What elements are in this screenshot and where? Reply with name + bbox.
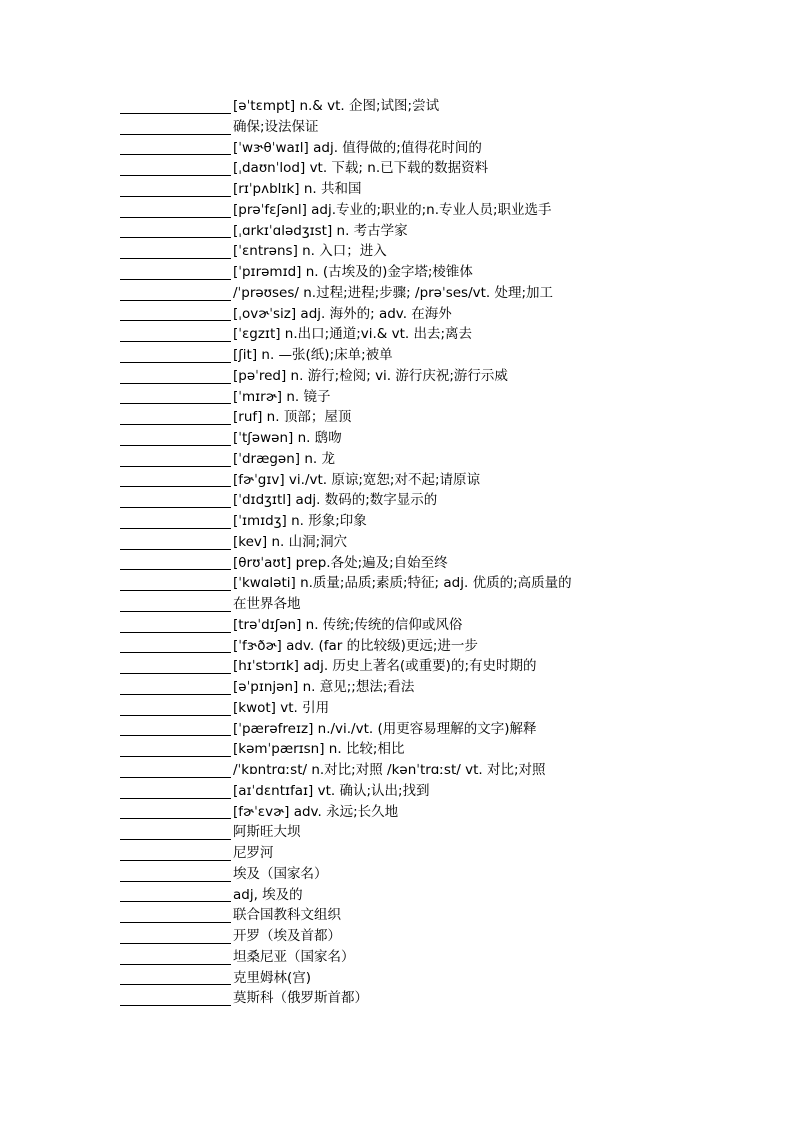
answer-blank[interactable] <box>120 763 231 778</box>
vocab-definition: [ˌovɚˈsiz] adj. 海外的; adv. 在海外 <box>233 305 452 322</box>
vocab-definition: [ˈpɪrəmɪd] n. (古埃及的)金字塔;棱锥体 <box>233 264 473 280</box>
vocab-definition: 阿斯旺大坝 <box>233 824 301 841</box>
answer-blank[interactable] <box>120 991 231 1006</box>
answer-blank[interactable] <box>120 140 231 155</box>
vocab-row <box>120 947 760 968</box>
vocab-definition: [θrʊˈaʊt] prep.各处;遍及;自始至终 <box>233 554 448 571</box>
answer-blank[interactable] <box>120 680 231 695</box>
vocab-definition: 埃及（国家名） <box>233 865 328 882</box>
vocab-row <box>120 470 760 491</box>
vocab-row <box>120 615 760 636</box>
vocab-definition: /ˈkɒntrɑːst/ n.对比;对照 /kənˈtrɑːst/ vt. 对比;对照 <box>233 762 546 778</box>
vocab-row <box>120 636 760 657</box>
vocab-row <box>120 988 760 1009</box>
answer-blank[interactable] <box>120 410 231 425</box>
vocab-definition: [trəˈdɪʃən] n. 传统;传统的信仰或风俗 <box>233 616 463 633</box>
vocab-definition: 坦桑尼亚（国家名） <box>233 948 355 965</box>
vocab-definition: [ˈmɪrɚ] n. 镜子 <box>233 388 331 405</box>
vocab-row <box>120 324 760 345</box>
vocab-row <box>120 677 760 698</box>
vocab-definition: [ˌdaʊnˈlod] vt. 下载; n.已下载的数据资料 <box>233 160 489 177</box>
answer-blank[interactable] <box>120 348 231 363</box>
vocab-definition: [ʃit] n. —张(纸);床单;被单 <box>233 347 393 363</box>
vocab-row <box>120 698 760 719</box>
vocab-definition: [pəˈred] n. 游行;检阅; vi. 游行庆祝;游行示威 <box>233 367 508 384</box>
vocab-definition: adj, 埃及的 <box>233 886 303 903</box>
vocab-definition: [ruf] n. 顶部；屋顶 <box>233 409 352 426</box>
answer-blank[interactable] <box>120 618 231 633</box>
answer-blank[interactable] <box>120 514 231 529</box>
vocab-definition: [ˌɑrkɪˈɑlədʒɪst] n. 考古学家 <box>233 222 408 239</box>
vocab-row <box>120 241 760 262</box>
vocab-row <box>120 926 760 947</box>
answer-blank[interactable] <box>120 452 231 467</box>
answer-blank[interactable] <box>120 493 231 508</box>
vocab-row <box>120 304 760 325</box>
vocab-definition: 开罗（埃及首都） <box>233 928 341 944</box>
vocab-row <box>120 96 760 117</box>
vocab-row <box>120 117 760 138</box>
vocab-definition: 莫斯科（俄罗斯首都） <box>233 990 368 1007</box>
vocab-row <box>120 407 760 428</box>
answer-blank[interactable] <box>120 431 231 446</box>
answer-blank[interactable] <box>120 555 231 570</box>
vocab-row <box>120 179 760 200</box>
vocab-row <box>120 532 760 553</box>
answer-blank[interactable] <box>120 970 231 985</box>
answer-blank[interactable] <box>120 701 231 716</box>
vocab-definition: [ˈɛntrəns] n. 入口；进入 <box>233 243 387 260</box>
answer-blank[interactable] <box>120 950 231 965</box>
vocab-row <box>120 138 760 159</box>
answer-blank[interactable] <box>120 638 231 653</box>
answer-blank[interactable] <box>120 804 231 819</box>
vocab-definition: [əˈtɛmpt] n.& vt. 企图;试图;尝试 <box>233 98 440 114</box>
vocab-row <box>120 553 760 574</box>
vocab-definition: 尼罗河 <box>233 845 274 861</box>
vocab-definition: 联合国教科文组织 <box>233 907 341 924</box>
vocab-row <box>120 781 760 802</box>
vocab-definition: 克里姆林(宫) <box>233 969 312 986</box>
vocab-definition: [ˈtʃəwən] n. 鸱吻 <box>233 430 342 446</box>
vocab-row <box>120 656 760 677</box>
vocab-definition: [ˈfɝðɚ] adv. (far 的比较级)更远;进一步 <box>233 637 478 654</box>
vocab-row <box>120 843 760 864</box>
answer-blank[interactable] <box>120 597 231 612</box>
vocab-row <box>120 449 760 470</box>
vocab-definition: 确保;设法保证 <box>233 118 319 135</box>
vocabulary-worksheet <box>120 96 760 1009</box>
vocab-row <box>120 760 760 781</box>
vocab-row <box>120 366 760 387</box>
answer-blank[interactable] <box>120 161 231 176</box>
answer-blank[interactable] <box>120 742 231 757</box>
vocab-row <box>120 802 760 823</box>
vocab-row <box>120 221 760 242</box>
answer-blank[interactable] <box>120 929 231 944</box>
vocab-row <box>120 739 760 760</box>
vocab-definition: [kəmˈpærɪsn] n. 比较;相比 <box>233 741 405 758</box>
vocab-definition: [prəˈfɛʃənl] adj.专业的;职业的;n.专业人员;职业选手 <box>233 201 552 218</box>
answer-blank[interactable] <box>120 576 231 591</box>
vocab-row <box>120 864 760 885</box>
vocab-definition: [fɚˈɛvɚ] adv. 永远;长久地 <box>233 803 399 820</box>
vocab-row <box>120 885 760 906</box>
vocab-definition: [ˈɛgzɪt] n.出口;通道;vi.& vt. 出去;离去 <box>233 326 473 343</box>
answer-blank[interactable] <box>120 846 231 861</box>
vocab-row <box>120 968 760 989</box>
answer-blank[interactable] <box>120 286 231 301</box>
answer-blank[interactable] <box>120 659 231 674</box>
vocab-definition: [ˈkwɑləti] n.质量;品质;素质;特征; adj. 优质的;高质量的 <box>233 575 572 592</box>
answer-blank[interactable] <box>120 887 231 902</box>
vocab-definition: [ˈdrægən] n. 龙 <box>233 450 335 467</box>
vocab-definition: [ˈɪmɪdʒ] n. 形象;印象 <box>233 513 367 529</box>
vocab-row <box>120 262 760 283</box>
vocab-row <box>120 905 760 926</box>
vocab-definition: [aɪˈdɛntɪfaɪ] vt. 确认;认出;找到 <box>233 782 430 799</box>
vocab-row <box>120 345 760 366</box>
vocab-row <box>120 387 760 408</box>
answer-blank[interactable] <box>120 908 231 923</box>
vocab-row <box>120 573 760 594</box>
answer-blank[interactable] <box>120 472 231 487</box>
answer-blank[interactable] <box>120 120 231 135</box>
answer-blank[interactable] <box>120 825 231 840</box>
vocab-row <box>120 594 760 615</box>
answer-blank[interactable] <box>120 721 231 736</box>
answer-blank[interactable] <box>120 535 231 550</box>
answer-blank[interactable] <box>120 182 231 197</box>
vocab-row <box>120 490 760 511</box>
vocab-row <box>120 200 760 221</box>
answer-blank[interactable] <box>120 327 231 342</box>
vocab-row <box>120 511 760 532</box>
vocab-definition: [ˈwɝθˈwaɪl] adj. 值得做的;值得花时间的 <box>233 139 482 156</box>
answer-blank[interactable] <box>120 306 231 321</box>
vocab-definition: [rɪˈpʌblɪk] n. 共和国 <box>233 181 362 197</box>
answer-blank[interactable] <box>120 244 231 259</box>
vocab-row <box>120 719 760 740</box>
answer-blank[interactable] <box>120 369 231 384</box>
vocab-definition: [fɚˈgɪv] vi./vt. 原谅;宽恕;对不起;请原谅 <box>233 471 481 488</box>
vocab-row <box>120 822 760 843</box>
vocab-definition: /ˈprəʊses/ n.过程;进程;步骤; /prəˈses/vt. 处理;加工 <box>233 284 554 301</box>
vocab-row <box>120 283 760 304</box>
answer-blank[interactable] <box>120 867 231 882</box>
answer-blank[interactable] <box>120 784 231 799</box>
answer-blank[interactable] <box>120 265 231 280</box>
vocab-row <box>120 428 760 449</box>
vocab-definition: [ˈdɪdʒɪtl] adj. 数码的;数字显示的 <box>233 492 438 509</box>
vocab-definition: [kwot] vt. 引用 <box>233 699 330 716</box>
vocab-row <box>120 158 760 179</box>
answer-blank[interactable] <box>120 223 231 238</box>
vocab-definition: [ˈpærəfreɪz] n./vi./vt. (用更容易理解的文字)解释 <box>233 720 537 737</box>
answer-blank[interactable] <box>120 389 231 404</box>
vocab-definition: [hɪˈstɔrɪk] adj. 历史上著名(或重要)的;有史时期的 <box>233 658 537 675</box>
vocab-definition: [əˈpɪnjən] n. 意见;;想法;看法 <box>233 679 415 695</box>
answer-blank[interactable] <box>120 99 231 114</box>
answer-blank[interactable] <box>120 203 231 218</box>
vocab-definition: [kev] n. 山洞;洞穴 <box>233 533 348 550</box>
vocab-definition: 在世界各地 <box>233 596 301 612</box>
